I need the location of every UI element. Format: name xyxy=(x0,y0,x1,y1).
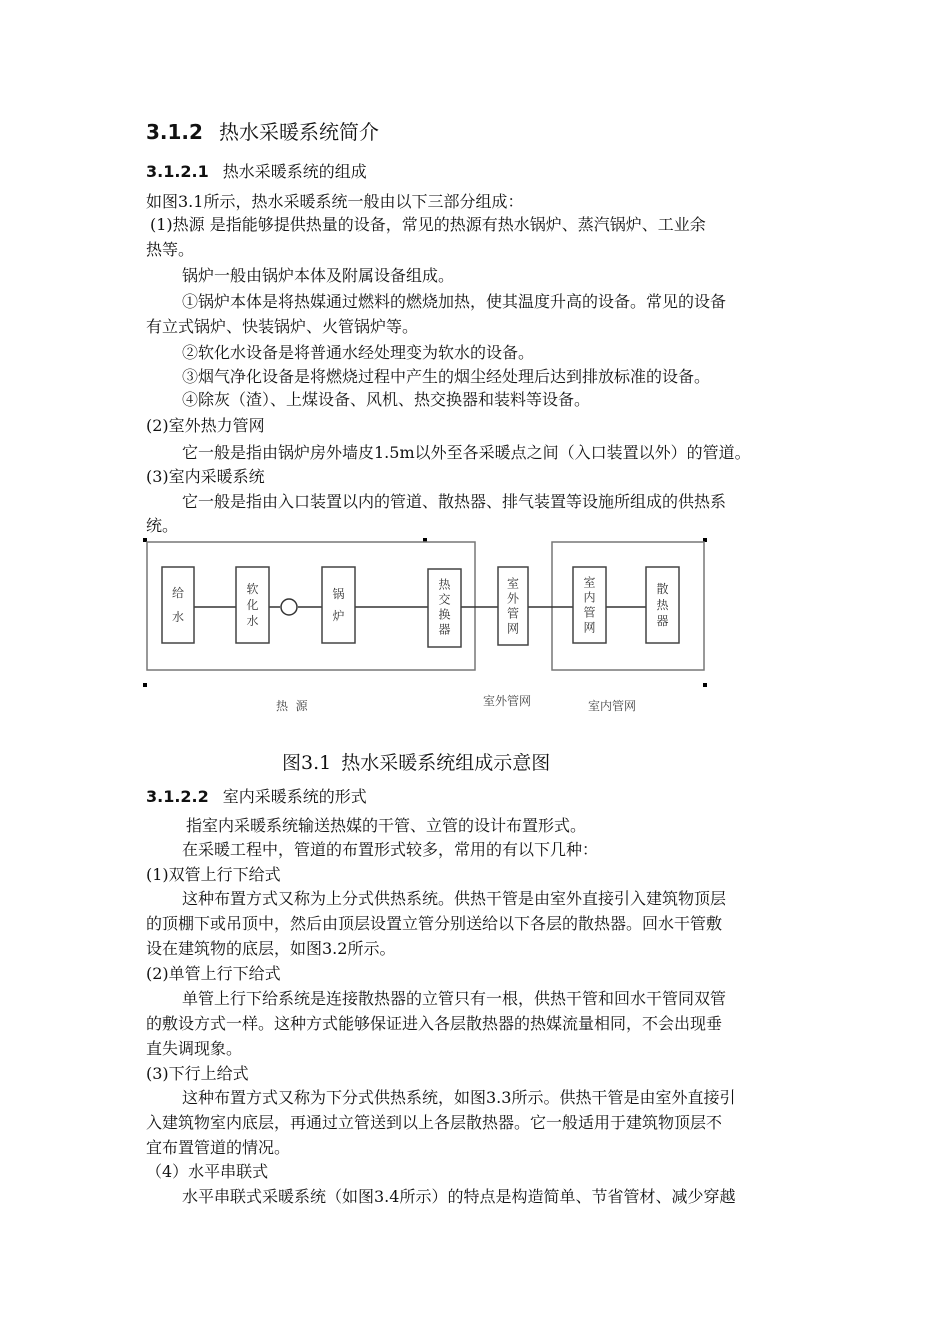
subsection-title: 室内采暖系统的形式 xyxy=(222,787,367,806)
box-label-char: 水 xyxy=(246,614,259,628)
paragraph-line: ①锅炉本体是将热媒通过燃料的燃烧加热，使其温度升高的设备。常见的设备 xyxy=(182,292,727,311)
paragraph-line: 水平串联式采暖系统（如图3.4所示）的特点是构造简单、节省管材、减少穿越 xyxy=(182,1187,736,1206)
paragraph-line: 这种布置方式又称为上分式供热系统。供热干管是由室外直接引入建筑物顶层 xyxy=(182,889,727,908)
box-label-char: 器 xyxy=(438,622,451,637)
paragraph-line: (1)双管上行下给式 xyxy=(146,865,281,884)
section-number: 3.1.2 xyxy=(146,120,203,144)
box-label-char: 外 xyxy=(506,591,520,606)
frame-handle xyxy=(143,683,147,687)
paragraph-line: 直失调现象。 xyxy=(146,1039,243,1058)
group-label-heat-source: 热 源 xyxy=(276,699,308,713)
box-label-char: 网 xyxy=(506,621,520,636)
box-label-char: 散 xyxy=(656,582,669,596)
paragraph-line: 宜布置管道的情况。 xyxy=(146,1138,291,1157)
paragraph-line: 的顶棚下或吊顶中，然后由顶层设置立管分别送给以下各层的散热器。回水干管敷 xyxy=(146,914,723,933)
paragraph-line: 有立式锅炉、快装锅炉、火管锅炉等。 xyxy=(146,317,419,336)
box-label-char: 交 xyxy=(438,592,451,607)
subsection-title: 热水采暖系统的组成 xyxy=(222,162,367,181)
boiler-box xyxy=(322,567,355,643)
subsection-number: 3.1.2.2 xyxy=(146,787,209,806)
paragraph-line: (3)室内采暖系统 xyxy=(146,467,265,486)
box-label-char: 器 xyxy=(656,614,669,628)
paragraph-line: 热等。 xyxy=(146,240,195,259)
heating-system-diagram xyxy=(140,535,720,720)
box-label-char: 内 xyxy=(583,590,596,605)
paragraph-line: (2)室外热力管网 xyxy=(146,416,265,435)
group-label-outdoor-network: 室外管网 xyxy=(483,694,532,708)
paragraph-line: (3)下行上给式 xyxy=(146,1064,249,1083)
paragraph-line: (1)热源 是指能够提供热量的设备，常见的热源有热水锅炉、蒸汽锅炉、工业余 xyxy=(150,215,706,234)
subsection-number: 3.1.2.1 xyxy=(146,162,209,181)
paragraph-line: 它一般是指由入口装置以内的管道、散热器、排气装置等设施所组成的供热系 xyxy=(182,492,727,511)
section-title: 热水采暖系统简介 xyxy=(218,120,379,144)
paragraph-line: (2)单管上行下给式 xyxy=(146,964,281,983)
box-label-char: 水 xyxy=(171,610,185,624)
paragraph-line: 如图3.1所示，热水采暖系统一般由以下三部分组成： xyxy=(146,192,524,211)
paragraph-line: （4）水平串联式 xyxy=(146,1162,269,1181)
box-label-char: 管 xyxy=(506,606,520,621)
figure-caption-text: 热水采暖系统组成示意图 xyxy=(341,752,551,774)
subsection-heading xyxy=(146,162,367,182)
paragraph-line: ②软化水设备是将普通水经处理变为软水的设备。 xyxy=(182,343,535,362)
paragraph-line: 的敷设方式一样。这种方式能够保证进入各层散热器的热媒流量相同，不会出现垂 xyxy=(146,1014,723,1033)
frame-handle xyxy=(703,683,707,687)
section-heading xyxy=(146,120,379,144)
box-label-char: 管 xyxy=(583,605,596,620)
box-label-char: 网 xyxy=(583,620,596,635)
box-label-char: 给 xyxy=(171,586,185,600)
subsection-heading xyxy=(146,787,367,807)
paragraph-line: 入建筑物室内底层，再通过立管送到以上各层散热器。它一般适用于建筑物顶层不 xyxy=(146,1113,723,1132)
box-label-char: 室 xyxy=(583,575,596,590)
box-label-char: 热 xyxy=(438,577,451,592)
box-label-char: 换 xyxy=(438,607,451,622)
water-supply-box xyxy=(162,567,194,643)
paragraph-line: 锅炉一般由锅炉本体及附属设备组成。 xyxy=(182,266,455,285)
paragraph-line: ③烟气净化设备是将燃烧过程中产生的烟尘经处理后达到排放标准的设备。 xyxy=(182,367,711,386)
figure-number: 图3.1 xyxy=(282,752,332,774)
paragraph-line: ④除灰（渣）、上煤设备、风机、热交换器和装料等设备。 xyxy=(182,390,591,409)
paragraph-line: 统。 xyxy=(146,516,179,535)
paragraph-line: 设在建筑物的底层，如图3.2所示。 xyxy=(146,939,396,958)
pump-icon xyxy=(281,599,297,615)
box-label-char: 炉 xyxy=(332,609,345,623)
heat-source-frame xyxy=(147,542,475,670)
paragraph-line: 指室内采暖系统输送热媒的干管、立管的设计布置形式。 xyxy=(186,816,587,835)
box-label-char: 热 xyxy=(656,598,669,612)
paragraph-line: 这种布置方式又称为下分式供热系统，如图3.3所示。供热干管是由室外直接引 xyxy=(182,1088,736,1107)
paragraph-line: 它一般是指由锅炉房外墙皮1.5m以外至各采暖点之间（入口装置以外）的管道。 xyxy=(182,443,751,462)
group-label-indoor-network: 室内管网 xyxy=(588,699,637,713)
figure-caption xyxy=(282,751,550,775)
paragraph-line: 在采暖工程中，管道的布置形式较多，常用的有以下几种： xyxy=(182,840,599,859)
box-label-char: 软 xyxy=(246,582,259,596)
box-label-char: 室 xyxy=(506,576,520,591)
box-label-char: 化 xyxy=(246,598,259,612)
box-label-radiator xyxy=(656,581,669,628)
box-label-char: 锅 xyxy=(332,587,345,601)
box-label-softened-water xyxy=(246,582,258,628)
paragraph-line: 单管上行下给系统是连接散热器的立管只有一根，供热干管和回水干管同双管 xyxy=(182,989,727,1008)
